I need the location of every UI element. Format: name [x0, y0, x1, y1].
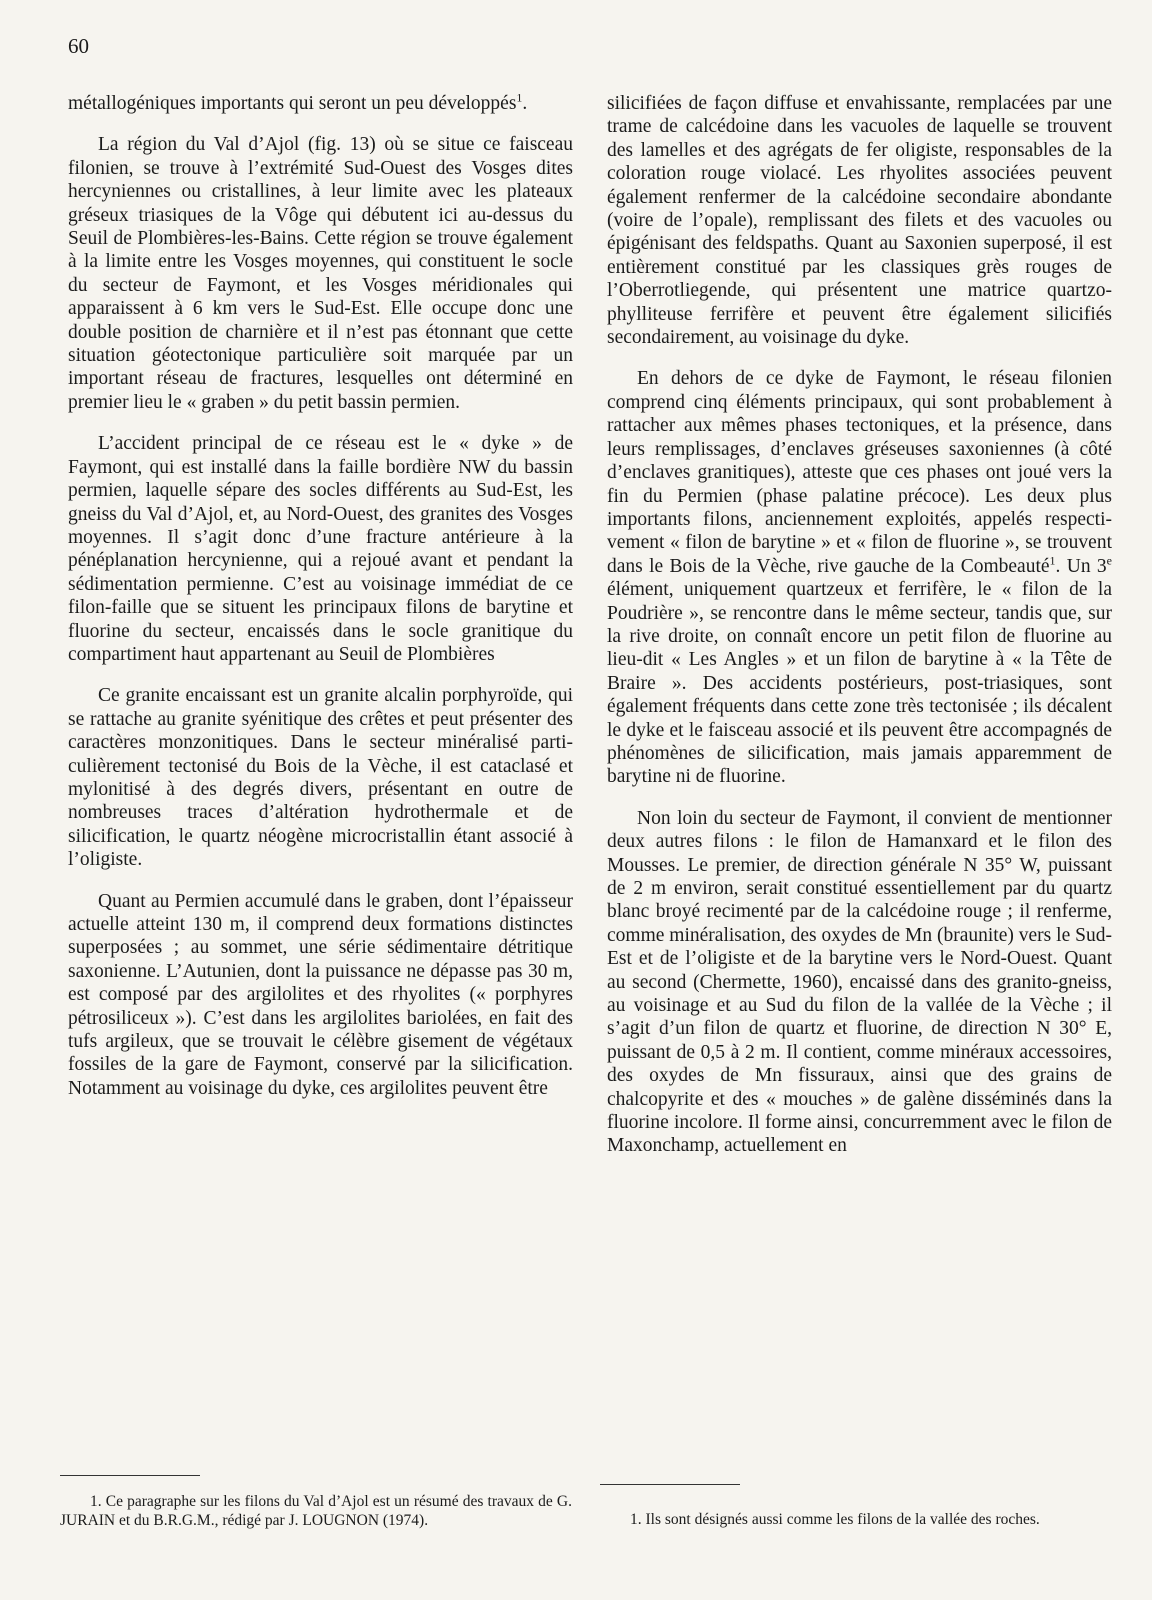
- paragraph: silicifiées de façon diffuse et envahissante, remplacées par une trame de calcédoine dans les vacuoles de laquelle se trouvent des lamelles et des agrégats de fer oligiste, responsables de la coloration rouge violacé. Les rhyolites associées peuvent également renfermer de la calcédoine secondaire abondante (voire de l’opale), remplissant des filets et des vacuoles ou épigénisant des feldspaths. Quant au Saxonien superposé, il est entièrement constitué par les classiques grès rouges de l’Oberrotliegende, qui présentent une matrice quartzo-phylliteuse ferrifère et peuvent être également silicifiés secondairement, au voisinage du dyke.: [607, 93, 1112, 349]
- paragraph: Ce granite encaissant est un granite alcalin porphyroïde, qui se rattache au granite syénitique des crêtes et peut présenter des caractères monzonitiques. Dans le secteur minéralisé particulièrement tectonisé du Bois de la Vèche, il est cataclasé et mylonitisé à des degrés divers, présentant en outre de nombreuses traces d’altération hydrothermale et de silicification, le quartz néogène microcristallin étant associé à l’oligiste.: [68, 685, 573, 871]
- superscript: e: [1106, 553, 1112, 568]
- paragraph: métallogéniques importants qui seront un peu développés$^1$.: [68, 90, 528, 114]
- paragraph: En dehors de ce dyke de Faymont, le réseau filonien comprend cinq éléments principaux, qui sont probablement à rattacher aux mêmes phases tectoniques, et la présence, dans leurs remplissages, d’enclaves gréseuses saxoniennes (à côté d’enclaves granitiques), atteste que ces phases ont joué vers la fin du Permien (phase palatine précoce). Les deux plus importants filons, anciennement exploités, appelés respectivement « filon de barytine » et « filon de fluorine », se trouvent dans le Bois de la Vèche, rive gauche de la Combeauté$^1$. Un 3e élément, uniquement quartzeux et ferrifère, le « filon de la Poudrière », se rencontre dans le même secteur, tandis que, sur la rive droite, on connaît encore un petit filon de fluorine au lieu-dit « Les Angles » et un filon de barytine à « la Tête de Braire ». Des accidents postérieurs, post-triasiques, sont également fréquents dans cette zone très tectonisée ; ils décalent le dyke et le faisceau associé et ils peuvent être accompagnés de phénomènes de silicification, mais jamais apparemment de barytine ni de fluorine.: [607, 368, 1112, 788]
- footnote: 1. Ils sont désignés aussi comme les filons de la vallée des roches.: [630, 1511, 1040, 1528]
- paragraph: La région du Val d’Ajol (fig. 13) où se situe ce faisceau filonien, se trouve à l’extrémité Sud-Ouest des Vosges dites hercyniennes ou cristallines, à leur limite avec les plateaux gréseux triasiques de la Vôge qui débutent ici au-dessus du Seuil de Plombières-les-Bains. Cette région se trouve également à la limite entre les Vosges moyennes, qui constituent le socle du secteur de Faymont, et les Vosges méridionales qui apparaissent à 6 km vers le Sud-Est. Elle occupe donc une double position de charnière et il n’est pas étonnant que cette situation géotectonique particulière soit marquée par un important réseau de fractures, lesquelles ont déterminé en premier lieu le « graben » du petit bassin permien.: [68, 134, 573, 413]
- paragraph: L’accident principal de ce réseau est le « dyke » de Faymont, qui est installé dans la faille bordière NW du bassin permien, laquelle sépare des socles différents au Sud-Est, les gneiss du Val d’Ajol, et, au Nord-Ouest, des granites des Vosges moyennes. Il s’agit donc d’une fracture antérieure à la pénéplanation hercynienne, qui a rejoué avant et pendant la sédimentation permienne. C’est au voisinage immédiat de ce filon-faille que se situent les principaux filons de barytine et fluorine du secteur, encaissés dans le socle granitique du compartiment haut appartenant au Seuil de Plombières: [68, 433, 573, 665]
- paragraph: Non loin du secteur de Faymont, il convient de mentionner deux autres filons : le filon de Hamanxard et le filon des Mousses. Le premier, de direction générale N 35° W, puissant de 2 m environ, serait constitué essentiellement par du quartz blanc broyé recimenté par de la calcédoine rouge ; il renferme, comme minéralisation, des oxydes de Mn (braunite) vers le Sud-Est et de l’oligiste et de la barytine vers le Nord-Ouest. Quant au second (Chermette, 1960), encaissé dans des granito-gneiss, au voisinage et au Sud du filon de la vallée de la Vèche ; il s’agit d’un filon de quartz et fluorine, de direction N 30° E, puissant de 0,5 à 2 m. Il contient, comme minéraux accessoires, des oxydes de Mn fissuraux, ainsi que des grains de chalcopyrite et des « mouches » de galène disséminés dans la fluorine incolore. Il forme ainsi, concurremment avec le filon de Maxonchamp, actuellement en: [607, 807, 1112, 1157]
- footnote: 1. Ce paragraphe sur les filons du Val d’Ajol est un résumé des travaux de G. JURAIN et du B.R.G.M., rédigé par J. LOUGNON (1974).: [60, 1493, 572, 1529]
- paragraph: Quant au Permien accumulé dans le graben, dont l’épaisseur actuelle atteint 130 m, il comprend deux formations distinctes superposées ; au sommet, une série sédimentaire détritique saxonienne. L’Autunien, dont la puissance ne dépasse pas 30 m, est composé par des argilolites et des rhyolites (« porphyres pétrosiliceux »). C’est dans les argilolites bariolées, en fait des tufs argileux, que se trouvait le célèbre gisement de végétaux fossiles de la gare de Faymont, conservé par la silicification. Notamment au voisinage du dyke, ces argilolites peuvent être: [68, 890, 573, 1099]
- footnote-marker: 1: [1049, 553, 1056, 568]
- page-number: 60: [68, 34, 89, 58]
- footnote-divider: [600, 1484, 740, 1485]
- footnote-marker: 1: [516, 90, 523, 105]
- left-column: [68, 92, 573, 1100]
- footnote-divider: [60, 1475, 200, 1476]
- right-column: [607, 92, 1112, 1158]
